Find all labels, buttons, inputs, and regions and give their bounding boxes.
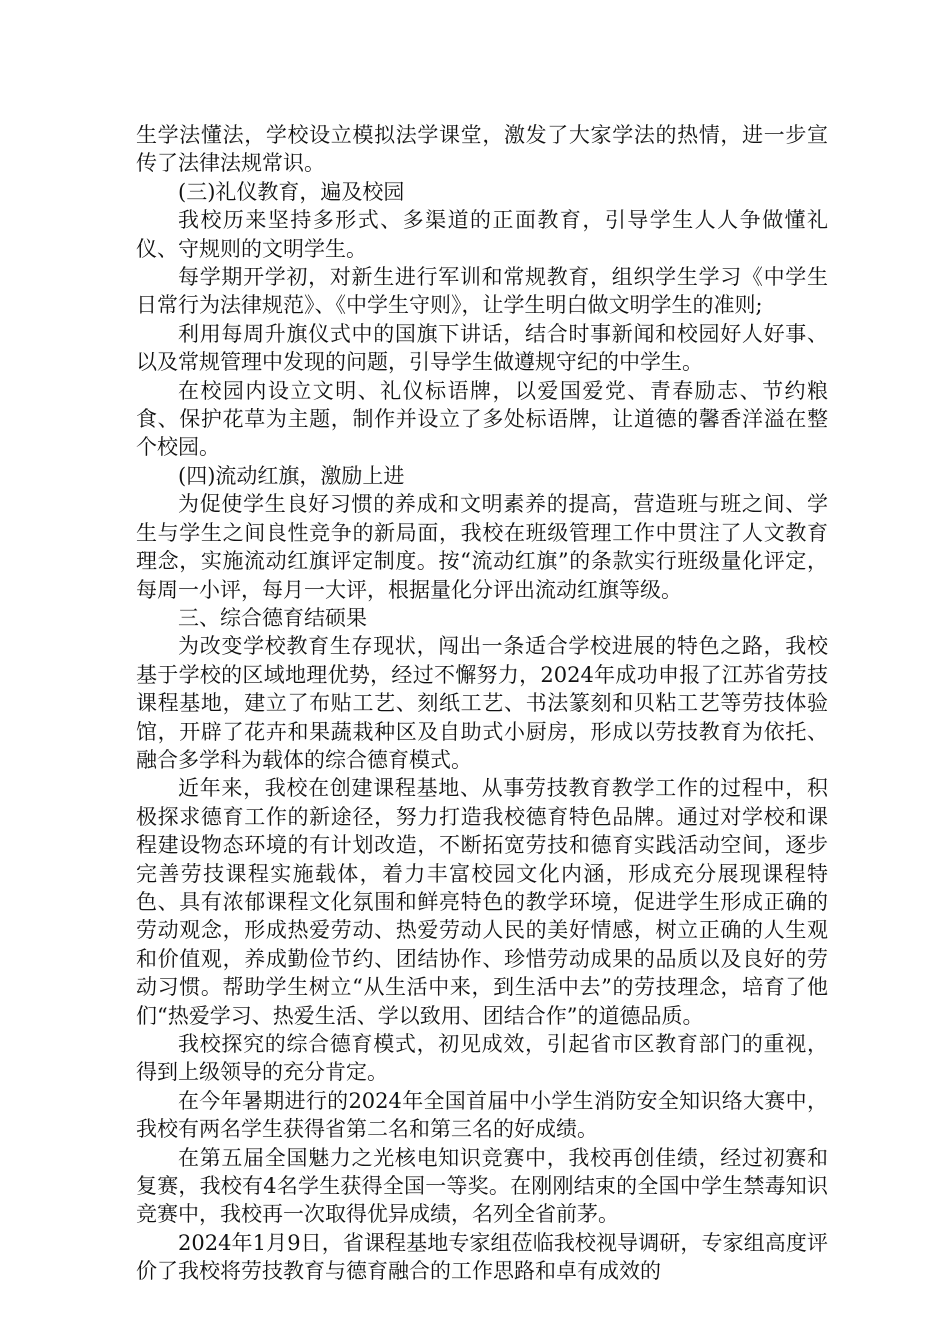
paragraph-flag-speech: 利用每周升旗仪式中的国旗下讲话，结合时事新闻和校园好人好事、以及常规管理中发现的问题，引导学生做遵规守纪的中学生。	[136, 321, 828, 375]
paragraph-expert-visit: 2024年1月9日，省课程基地专家组莅临我校视导调研，专家组高度评价了我校将劳技教育与德育融合的工作思路和卓有成效的	[136, 1230, 828, 1284]
paragraph-law-education-end: 生学法懂法，学校设立模拟法学课堂，激发了大家学法的热情，进一步宣传了法律法规常识。	[136, 123, 828, 176]
section-heading-moral-results: 三、综合德育结硕果	[178, 605, 367, 630]
paragraph-initial-results: 我校探究的综合德育模式，初见成效，引起省市区教育部门的重视，得到上级领导的充分肯定。	[136, 1032, 828, 1085]
paragraph-military-training: 每学期开学初，对新生进行军训和常规教育，组织学生学习《中学生日常行为法律规范》、《中学生守则》，让学生明白做文明学生的准则;	[136, 265, 828, 318]
section-heading-red-flag: (四)流动红旗，激励上进	[178, 463, 405, 488]
paragraph-positive-education: 我校历来坚持多形式、多渠道的正面教育，引导学生人人争做懂礼仪、守规则的文明学生。	[136, 208, 828, 261]
paragraph-fire-safety-contest: 在今年暑期进行的2024年全国首届中小学生消防安全知识络大赛中，我校有两名学生获得省第二名和第三名的好成绩。	[136, 1088, 828, 1142]
section-heading-etiquette: (三)礼仪教育，遍及校园	[178, 179, 405, 204]
paragraph-slogan-signs: 在校园内设立文明、礼仪标语牌，以爱国爱党、青春励志、节约粮食、保护花草为主题，制作并设立了多处标语牌，让道德的馨香洋溢在整个校园。	[136, 378, 828, 460]
document-page	[136, 121, 828, 1286]
paragraph-recent-years: 近年来，我校在创建课程基地、从事劳技教育教学工作的过程中，积极探求德育工作的新途径，努力打造我校德育特色品牌。通过对学校和课程建设物态环境的有计划改造，不断拓宽劳技和德育实践活动空间，逐步完善劳技课程实施载体，着力丰富校园文化内涵，形成充分展现课程特色、具有浓郁课程文化氛围和鲜亮特色的教学环境，促进学生形成正确的劳动观念，形成热爱劳动、热爱劳动人民的美好情感，树立正确的人生观和价值观，养成勤俭节约、团结协作、珍惜劳动成果的品质以及良好的劳动习惯。帮助学生树立“从生活中来，到生活中去”的劳技理念，培育了他们“热爱学习、热爱生活、学以致用、团结合作”的道德品质。	[136, 776, 828, 1028]
paragraph-course-base: 为改变学校教育生存现状，闯出一条适合学校进展的特色之路，我校基于学校的区域地理优势，经过不懈努力，2024年成功申报了江苏省劳技课程基地，建立了布贴工艺、刻纸工艺、书法篆刻和贝粘工艺等劳技体验馆，开辟了花卉和果蔬栽种区及自助式小厨房，形成以劳技教育为依托、融合多学科为载体的综合德育模式。	[136, 634, 828, 772]
paragraph-red-flag-system: 为促使学生良好习惯的养成和文明素养的提高，营造班与班之间、学生与学生之间良性竞争的新局面，我校在班级管理工作中贯注了人文教育理念，实施流动红旗评定制度。按“流动红旗”的条款实行班级量化评定，每周一小评，每月一大评，根据量化分评出流动红旗等级。	[136, 492, 828, 602]
paragraph-nuclear-contest: 在第五届全国魅力之光核电知识竞赛中，我校再创佳绩，经过初赛和复赛，我校有4名学生获得全国一等奖。在刚刚结束的全国中学生禁毒知识竞赛中，我校再一次取得优异成绩，名列全省前茅。	[136, 1145, 828, 1227]
